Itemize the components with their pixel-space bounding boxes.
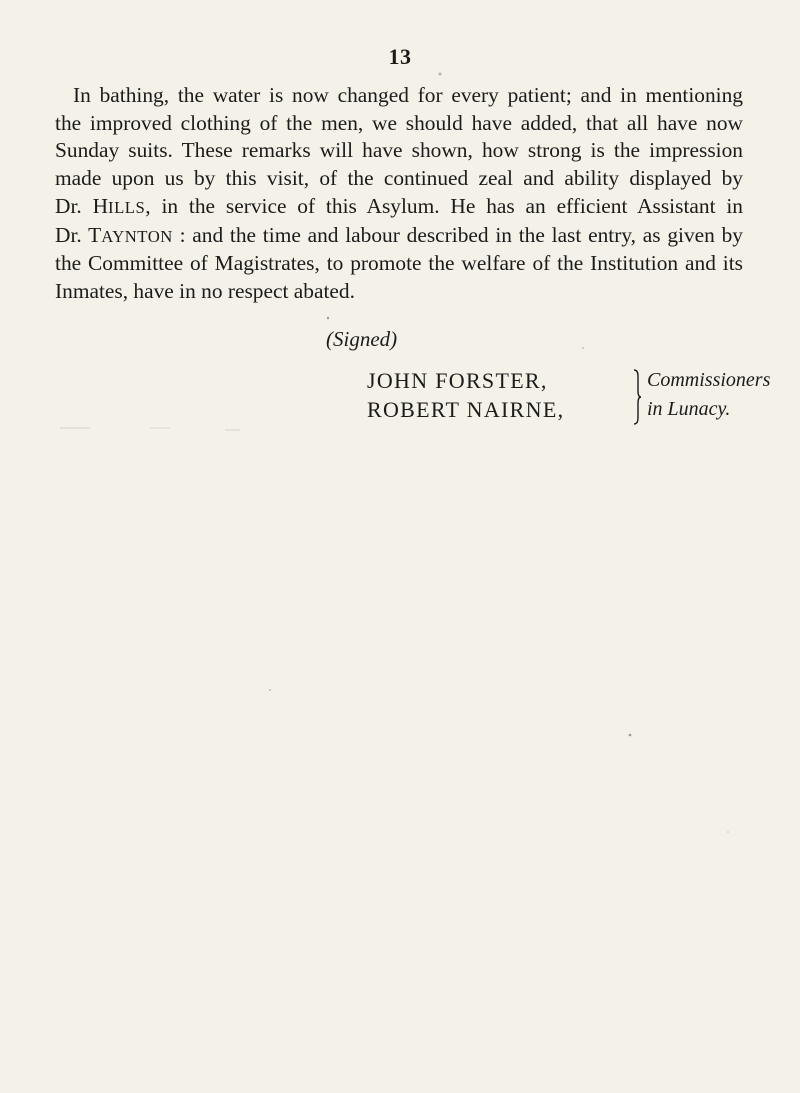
paragraph-line bbox=[55, 193, 743, 222]
body-paragraph bbox=[55, 82, 743, 306]
page-number: 13 bbox=[388, 44, 412, 69]
surname-hills-initial: H bbox=[92, 193, 109, 218]
signed-label: (Signed) bbox=[326, 327, 398, 351]
curly-brace-icon bbox=[632, 368, 642, 426]
paragraph-line: In bathing, the water is now changed for every patient; and in mentioning bbox=[73, 83, 743, 107]
signatory-name: ROBERT NAIRNE, bbox=[367, 397, 565, 422]
signatory-name: JOHN FORSTER, bbox=[367, 368, 548, 393]
paragraph-line: the Committee of Magistrates, to promote the welfare of the Institution and its bbox=[55, 251, 743, 276]
surname-hills-rest: ILLS bbox=[108, 197, 146, 217]
dr-prefix: Dr. bbox=[55, 193, 93, 218]
line-text: : and the time and labour described in the last entry, as given by bbox=[179, 222, 743, 247]
signatory-role bbox=[647, 366, 770, 424]
surname-taynton-rest: AYNTON bbox=[101, 226, 173, 246]
paragraph-line: Sunday suits. These remarks will have shown, how strong is the impression bbox=[55, 138, 743, 163]
paragraph-line: Inmates, have in no respect abated. bbox=[55, 278, 355, 303]
role-line: in Lunacy. bbox=[647, 398, 731, 420]
signatory-names bbox=[367, 366, 564, 424]
line-text: , in the service of this Asylum. He has an efficient Assistant in bbox=[145, 193, 743, 218]
dr-prefix: Dr. bbox=[55, 222, 89, 247]
paragraph-line bbox=[55, 222, 743, 251]
paragraph-line: made upon us by this visit, of the continued zeal and ability displayed by bbox=[55, 166, 743, 191]
role-line: Commissioners bbox=[647, 369, 771, 391]
paragraph-line: the improved clothing of the men, we should have added, that all have now bbox=[55, 110, 743, 135]
surname-taynton-initial: T bbox=[88, 222, 102, 247]
